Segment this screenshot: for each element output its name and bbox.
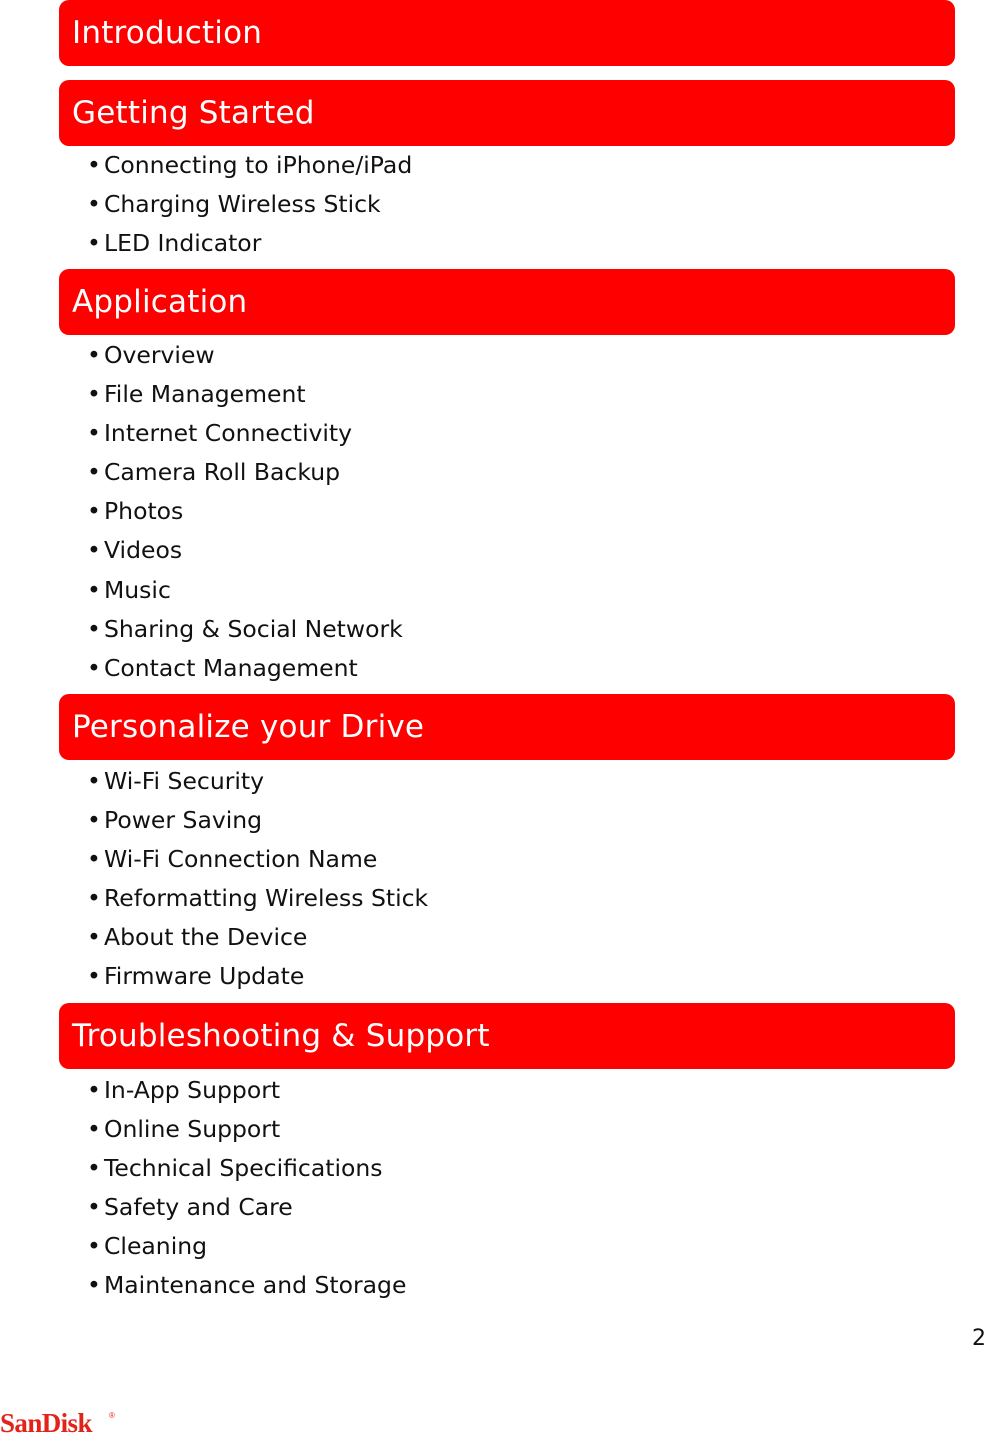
toc-item[interactable] <box>87 1110 406 1149</box>
toc-item[interactable] <box>87 762 428 801</box>
toc-item[interactable] <box>87 840 428 879</box>
toc-item[interactable] <box>87 1227 406 1266</box>
toc-item-label: About the Device <box>104 923 308 952</box>
toc-item-label: Safety and Care <box>104 1193 293 1222</box>
toc-item-label: Technical Specifications <box>104 1154 383 1183</box>
sandisk-logo-mark <box>0 1405 120 1436</box>
bullet: • <box>87 923 101 952</box>
toc-item-label: Photos <box>104 497 184 526</box>
bullet: • <box>87 190 101 219</box>
toc-item[interactable] <box>87 224 412 263</box>
bullet: • <box>87 458 101 487</box>
toc-item-label: Maintenance and Storage <box>104 1271 407 1300</box>
toc-item[interactable] <box>87 492 403 531</box>
section-title: Introduction <box>72 15 263 51</box>
toc-item-label: LED Indicator <box>104 229 262 258</box>
bullet: • <box>87 845 101 874</box>
toc-item-label: Videos <box>104 536 183 565</box>
bullet: • <box>87 806 101 835</box>
trademark-symbol: ® <box>109 1411 115 1420</box>
bullet: • <box>87 614 101 643</box>
bullet: • <box>87 575 101 604</box>
toc-item[interactable] <box>87 918 428 957</box>
toc-item-label: Overview <box>104 341 215 369</box>
toc-item[interactable] <box>87 801 428 840</box>
toc-item-label: Sharing & Social Network <box>104 614 403 643</box>
toc-item[interactable] <box>87 1071 406 1110</box>
bullet: • <box>87 653 101 682</box>
bullet: • <box>87 884 101 913</box>
toc-item[interactable] <box>87 957 428 996</box>
toc-item[interactable] <box>87 610 403 649</box>
toc-item-label: Internet Connectivity <box>104 419 353 448</box>
toc-item-label: Wi-Fi Connection Name <box>104 845 378 874</box>
section-title: Application <box>72 284 248 320</box>
bullet: • <box>87 962 101 991</box>
toc-item[interactable] <box>87 879 428 918</box>
toc-item-label: Power Saving <box>104 806 263 835</box>
toc-item-label: File Management <box>104 380 306 409</box>
bullet: • <box>87 767 101 795</box>
toc-item[interactable] <box>87 1266 406 1305</box>
toc-item-label: Online Support <box>104 1115 281 1144</box>
toc-item-label: Cleaning <box>104 1232 208 1261</box>
toc-item[interactable] <box>87 146 412 185</box>
bullet: • <box>87 341 101 369</box>
bullet: • <box>87 536 101 565</box>
toc-item[interactable] <box>87 531 403 570</box>
toc-item[interactable] <box>87 336 403 375</box>
toc-item-label: In-App Support <box>104 1076 281 1104</box>
toc-item[interactable] <box>87 453 403 492</box>
bullet: • <box>87 1193 101 1222</box>
logo-wordmark: SanDisk <box>0 1408 92 1436</box>
toc-item[interactable] <box>87 571 403 610</box>
application-list <box>87 336 403 688</box>
bullet: • <box>87 419 101 448</box>
section-title: Troubleshooting & Support <box>72 1018 490 1054</box>
toc-item-label: Charging Wireless Stick <box>104 190 381 219</box>
bullet: • <box>87 1232 101 1261</box>
bullet: • <box>87 229 101 258</box>
section-header-personalize[interactable] <box>59 694 955 760</box>
toc-item-label: Connecting to iPhone/iPad <box>104 151 413 179</box>
toc-item[interactable] <box>87 185 412 224</box>
getting-started-list <box>87 146 412 263</box>
toc-item[interactable] <box>87 649 403 688</box>
bullet: • <box>87 151 101 179</box>
bullet: • <box>87 380 101 409</box>
page-number: 2 <box>972 1326 986 1351</box>
toc-item[interactable] <box>87 1149 406 1188</box>
bullet: • <box>87 1076 101 1104</box>
section-header-introduction[interactable] <box>59 0 955 66</box>
toc-item-label: Reformatting Wireless Stick <box>104 884 429 913</box>
section-header-troubleshooting[interactable] <box>59 1003 955 1069</box>
bullet: • <box>87 1154 101 1183</box>
toc-item-label: Firmware Update <box>104 962 305 991</box>
personalize-list <box>87 762 428 997</box>
toc-item[interactable] <box>87 375 403 414</box>
toc-item[interactable] <box>87 414 403 453</box>
sandisk-logo <box>0 1405 120 1440</box>
troubleshooting-list <box>87 1071 406 1306</box>
bullet: • <box>87 497 101 526</box>
bullet: • <box>87 1115 101 1144</box>
toc-item-label: Wi-Fi Security <box>104 767 265 795</box>
toc-item-label: Music <box>104 575 171 604</box>
section-title: Personalize your Drive <box>72 709 425 745</box>
toc-item-label: Contact Management <box>104 653 358 682</box>
section-header-getting-started[interactable] <box>59 80 955 146</box>
section-header-application[interactable] <box>59 269 955 335</box>
toc-item[interactable] <box>87 1188 406 1227</box>
toc-item-label: Camera Roll Backup <box>104 458 341 487</box>
section-title: Getting Started <box>72 95 315 131</box>
bullet: • <box>87 1271 101 1300</box>
